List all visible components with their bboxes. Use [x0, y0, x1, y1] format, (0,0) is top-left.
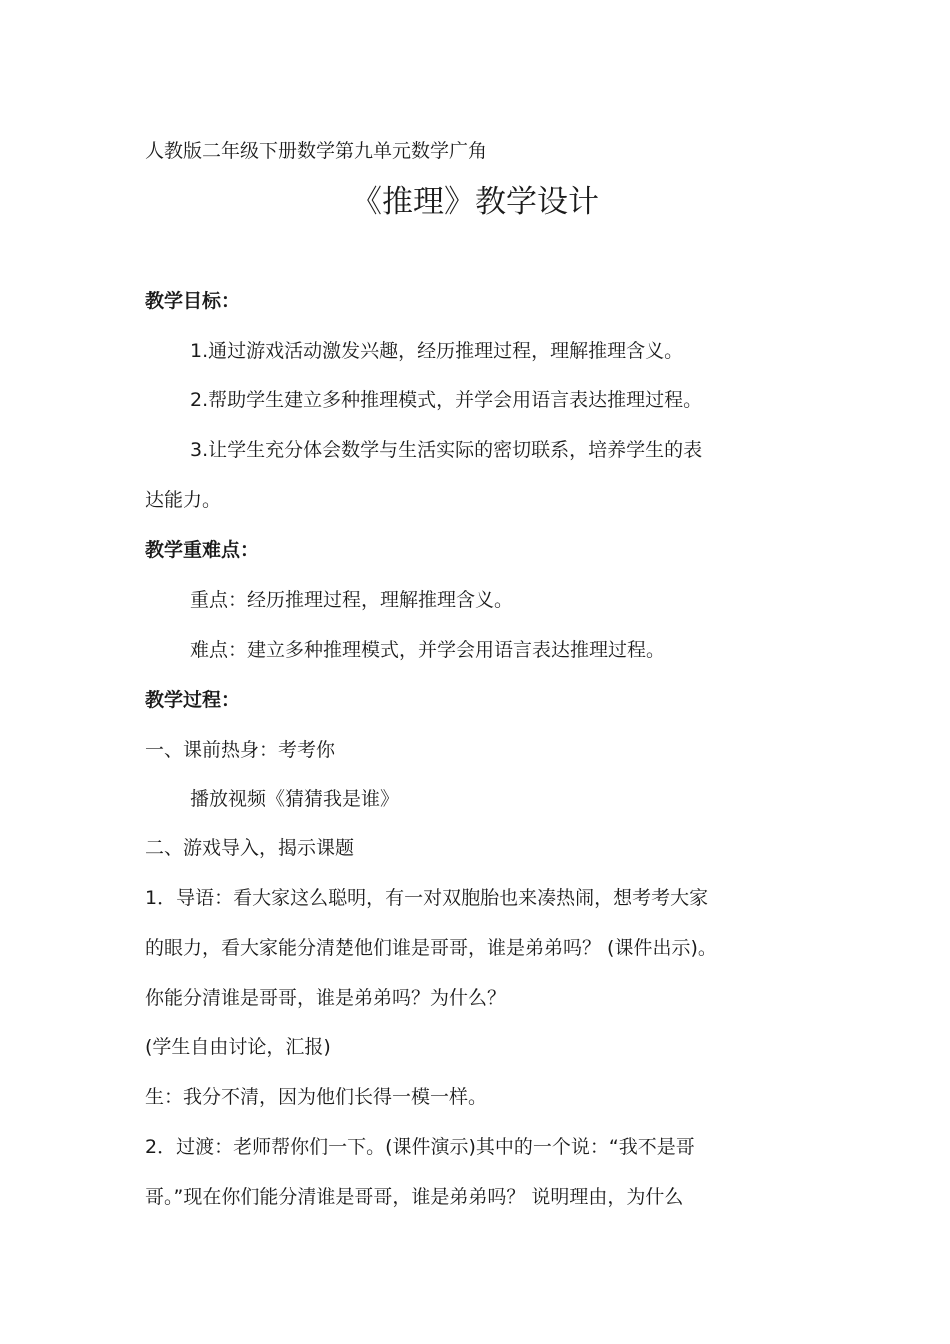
section2-title: 二、游戏导入，揭示课题 — [145, 837, 355, 859]
keypoints-heading: 教学重难点： — [145, 539, 260, 561]
objective-item: 1.通过游戏活动激发兴趣，经历推理过程，理解推理含义。 — [190, 340, 684, 362]
objective-item-continuation: 达能力。 — [145, 489, 222, 511]
process-heading: 教学过程： — [145, 689, 241, 711]
paragraph-line: 生：我分不清，因为他们长得一模一样。 — [145, 1086, 488, 1108]
paragraph-line: 1．导语：看大家这么聪明，有一对双胞胎也来凑热闹，想考考大家 — [145, 887, 709, 909]
objectives-heading: 教学目标： — [145, 290, 241, 312]
keypoint-text: 重点：经历推理过程，理解推理含义。 — [190, 589, 514, 611]
difficulty-text: 难点：建立多种推理模式，并学会用语言表达推理过程。 — [190, 639, 666, 661]
paragraph-line: 你能分清谁是哥哥，谁是弟弟吗？为什么？ — [145, 987, 507, 1009]
paragraph-line: 哥。”现在你们能分清谁是哥哥，谁是弟弟吗？ 说明理由，为什么 — [145, 1186, 684, 1208]
document-title: 《推理》教学设计 — [351, 184, 599, 220]
section1-title: 一、课前热身：考考你 — [145, 739, 336, 761]
section1-text: 播放视频《猜猜我是谁》 — [190, 788, 400, 810]
paragraph-line: (学生自由讨论，汇报) — [145, 1036, 331, 1058]
paragraph-line: 2．过渡：老师帮你们一下。(课件演示)其中的一个说：“我不是哥 — [145, 1136, 695, 1158]
paragraph-line: 的眼力，看大家能分清楚他们谁是哥哥，谁是弟弟吗？ (课件出示)。 — [145, 937, 717, 959]
document-subtitle: 人教版二年级下册数学第九单元数学广角 — [145, 140, 488, 162]
objective-item: 2.帮助学生建立多种推理模式，并学会用语言表达推理过程。 — [190, 389, 703, 411]
objective-item: 3.让学生充分体会数学与生活实际的密切联系，培养学生的表 — [190, 439, 703, 461]
